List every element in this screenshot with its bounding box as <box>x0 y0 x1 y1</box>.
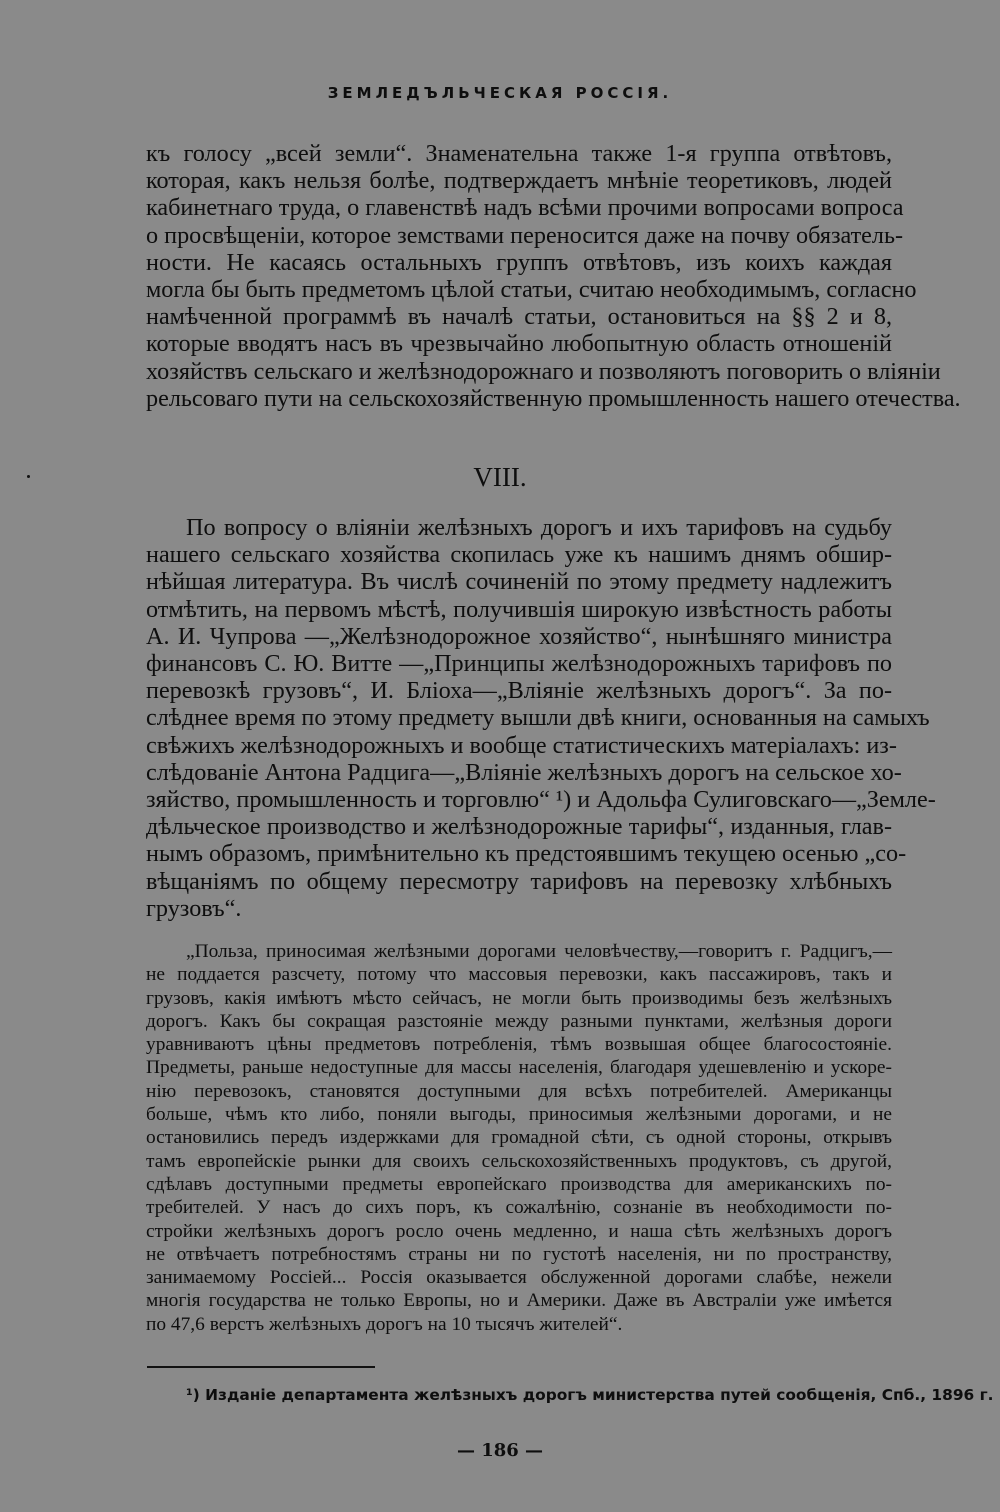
quote-line: больше, чѣмъ кто либо, поняли выгоды, приносимыя желѣзными дорогами, и не <box>146 1104 892 1126</box>
text-line: дѣльческое производство и желѣзнодорожные тарифы“, изданныя, глав- <box>146 813 892 841</box>
quote-line: нію перевозокъ, становятся доступными для всѣхъ потребителей. Американцы <box>146 1080 892 1102</box>
text-line: которые вводятъ насъ въ чрезвычайно любопытную область отношеній <box>146 330 892 358</box>
footnote-rule <box>147 1366 375 1368</box>
quote-line: не поддается разсчету, потому что массовыя перевозки, какъ пассажировъ, такъ и <box>146 964 892 986</box>
quote-line: Предметы, раньше недоступные для массы населенія, благодаря удешевленію и ускоре- <box>146 1057 892 1079</box>
text-line: грузовъ“. <box>146 894 242 922</box>
text-line: зяйство, промышленность и торговлю“ ¹) и Адольфа Сулиговскаго—„Земле- <box>146 786 936 814</box>
running-head: ЗЕМЛЕДЪЛЬЧЕСКАЯ РОССIЯ. <box>327 84 673 102</box>
page-number: — 186 — <box>456 1440 544 1461</box>
quote-line: дорогъ. Какъ бы сокращая разстояніе между разными пунктами, желѣзныя дороги <box>146 1010 892 1032</box>
quote-line: требителей. У насъ до сихъ поръ, къ сожалѣнію, сознаніе въ необходимости по- <box>146 1197 892 1219</box>
intro-paragraph <box>146 140 961 412</box>
section-number: VIII. <box>473 462 527 492</box>
text-line: А. И. Чупрова —„Желѣзнодорожное хозяйство“, нынѣшняго министра <box>146 622 892 650</box>
text-line: къ голосу „всей земли“. Знаменательна также 1-я группа отвѣтовъ, <box>146 140 892 167</box>
text-line: слѣдованіе Антона Радцига—„Вліяніе желѣзныхъ дорогъ на сельское хо- <box>146 758 902 786</box>
section-paragraph <box>146 514 936 922</box>
quote-line: занимаемому Россіей... Россія оказывается обслуженной дорогами слабѣе, нежели <box>146 1267 892 1289</box>
text-line: По вопросу о вліяніи желѣзныхъ дорогъ и ихъ тарифовъ на судьбу <box>186 514 892 541</box>
text-line: вѣщаніямъ по общему пересмотру тарифовъ на перевозку хлѣбныхъ <box>146 867 892 895</box>
quote-line: сдѣлавъ доступными предметы европейскаго производства для американскихъ по- <box>146 1173 892 1195</box>
quote-line: „Польза, приносимая желѣзными дорогами человѣчеству,—говоритъ г. Радцигъ,— <box>186 941 892 962</box>
quote-line: тамъ европейскіе рынки для своихъ сельскохозяйственныхъ продуктовъ, съ другой, <box>146 1150 892 1172</box>
text-line: слѣднее время по этому предмету вышли двѣ книги, основанныя на самыхъ <box>146 704 930 732</box>
quote-line: уравниваютъ цѣны предметовъ потребленія, тѣмъ возвышая общее благосостояніе. <box>146 1034 892 1056</box>
text-line: финансовъ С. Ю. Витте —„Принципы желѣзнодорожныхъ тарифовъ по <box>146 650 892 678</box>
quote-line: остановились передъ издержками для громадной сѣти, съ одной стороны, открывъ <box>146 1127 892 1149</box>
text-line: могла бы быть предметомъ цѣлой статьи, считаю необходимымъ, согласно <box>146 276 917 304</box>
text-line: ности. Не касаясь остальныхъ группъ отвѣтовъ, изъ коихъ каждая <box>146 248 892 276</box>
quote-line: стройки желѣзныхъ дорогъ росло очень медленно, и наша сѣть желѣзныхъ дорогъ <box>146 1220 892 1242</box>
text-line: перевозкѣ грузовъ“, И. Бліоха—„Вліяніе желѣзныхъ дорогъ“. За по- <box>146 677 892 705</box>
block-quote <box>146 940 892 1336</box>
text-line: кабинетнаго труда, о главенствѣ надъ всѣми прочими вопросами вопроса <box>146 194 904 222</box>
text-line: нѣйшая литература. Въ числѣ сочиненій по этому предмету надлежитъ <box>146 568 892 596</box>
footnote: ¹) Изданіе департамента желѣзныхъ дорогъ министерства путей сообщенія, Спб., 1896 г. <box>186 1386 994 1404</box>
quote-line: грузовъ, какія имѣютъ мѣсто сейчасъ, не могли быть производимы безъ желѣзныхъ <box>146 987 892 1009</box>
text-line: рельсоваго пути на сельскохозяйственную промышленность нашего отечества. <box>146 384 961 412</box>
text-line: отмѣтить, на первомъ мѣстѣ, получившія широкую извѣстность работы <box>146 595 892 623</box>
text-line: хозяйствъ сельскаго и желѣзнодорожнаго и позволяютъ поговорить о вліяніи <box>146 357 941 385</box>
text-line: свѣжихъ желѣзнодорожныхъ и вообще статистическихъ матеріалахъ: из- <box>146 731 897 759</box>
text-line: нашего сельскаго хозяйства скопилась уже къ нашимъ днямъ обшир- <box>146 541 892 569</box>
quote-line: не отвѣчаетъ потребностямъ страны ни по густотѣ населенія, ни по пространству, <box>146 1243 892 1265</box>
quote-line: по 47,6 верстъ желѣзныхъ дорогъ на 10 тысячъ жителей“. <box>146 1313 623 1335</box>
text-line: о просвѣщеніи, которое земствами переносится даже на почву обязатель- <box>146 221 904 249</box>
text-line: намѣченной программѣ въ началѣ статьи, остановиться на §§ 2 и 8, <box>146 303 892 331</box>
text-line: которая, какъ нельзя болѣе, подтверждаетъ мнѣніе теоретиковъ, людей <box>146 167 892 195</box>
text-line: нымъ образомъ, примѣнительно къ предстоявшимъ текущею осенью „со- <box>146 840 907 868</box>
quote-line: многія государства не только Европы, но и Америки. Даже въ Австраліи уже имѣется <box>146 1290 892 1312</box>
